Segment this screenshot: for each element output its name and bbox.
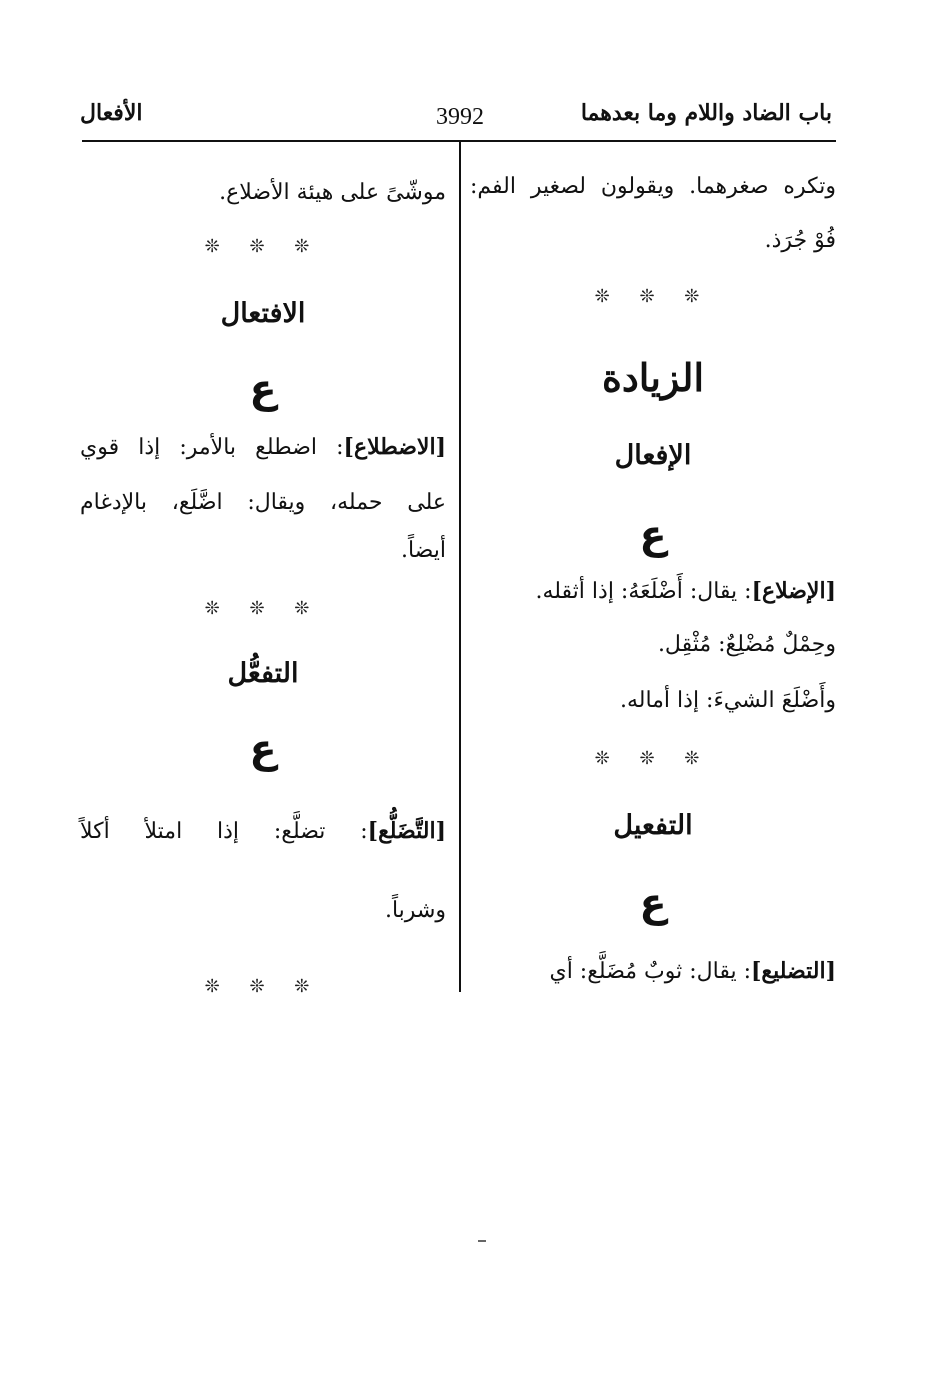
text-line: وأَضْلَعَ الشيءَ: إذا أماله. xyxy=(619,688,836,713)
entry-text: : يقال: أَضْلَعَهُ: إذا أثقله. xyxy=(535,579,752,604)
separator-stars: ❊ ❊ ❊ xyxy=(204,598,322,619)
entry-line xyxy=(535,576,836,607)
root-letter: ع xyxy=(639,880,667,926)
text-line: أيضاً. xyxy=(400,538,446,563)
subsection-heading: الإفعال xyxy=(614,440,692,471)
separator-stars: ❊ ❊ ❊ xyxy=(204,236,322,257)
separator-stars: ❊ ❊ ❊ xyxy=(594,748,712,769)
page-mark xyxy=(478,1240,486,1242)
text-line: موشّىً على هيئة الأضلاع. xyxy=(219,180,446,205)
entry-line xyxy=(549,956,836,987)
entry-line xyxy=(80,432,446,463)
text-line: فُوْ جُرَذ. xyxy=(764,228,836,253)
entry-term: [الإضلاع] xyxy=(751,578,836,604)
root-letter: ع xyxy=(639,512,667,558)
text-line: وتكره صغرهما. ويقولون لصغير الفم: xyxy=(470,174,836,199)
subsection-heading: التفعُّل xyxy=(227,658,299,689)
section-running-title: الأفعال xyxy=(80,100,143,126)
entry-text: : يقال: ثوبٌ مُضَلَّع: أي xyxy=(549,959,752,984)
page-number: 3992 xyxy=(436,104,484,130)
entry-term: [الاضطلاع] xyxy=(343,434,446,460)
separator-stars: ❊ ❊ ❊ xyxy=(204,976,322,997)
entry-term: [التضليع] xyxy=(751,958,836,984)
text-line: وحِمْلٌ مُضْلِعٌ: مُثْقِل. xyxy=(657,632,836,657)
separator-stars: ❊ ❊ ❊ xyxy=(594,286,712,307)
right-column xyxy=(470,160,836,1000)
left-column xyxy=(80,160,446,1000)
entry-text: : اضطلع بالأمر: إذا قوي xyxy=(80,435,344,460)
root-letter: ع xyxy=(249,366,277,412)
chapter-title: باب الضاد واللام وما بعدهما xyxy=(580,100,832,126)
subsection-heading: الافتعال xyxy=(220,298,306,329)
section-heading: الزيادة xyxy=(601,355,705,400)
text-line: على حمله، ويقال: اضَّلَع، بالإدغام xyxy=(80,490,446,515)
column-divider xyxy=(459,140,461,992)
entry-term: [التَّضَلُّع] xyxy=(367,818,446,844)
entry-text: : تضلَّع: إذا امتلأ أكلاً xyxy=(80,819,368,844)
text-line: وشرباً. xyxy=(384,898,446,923)
subsection-heading: التفعيل xyxy=(613,810,693,841)
root-letter: ع xyxy=(249,726,277,772)
entry-line xyxy=(80,816,446,847)
